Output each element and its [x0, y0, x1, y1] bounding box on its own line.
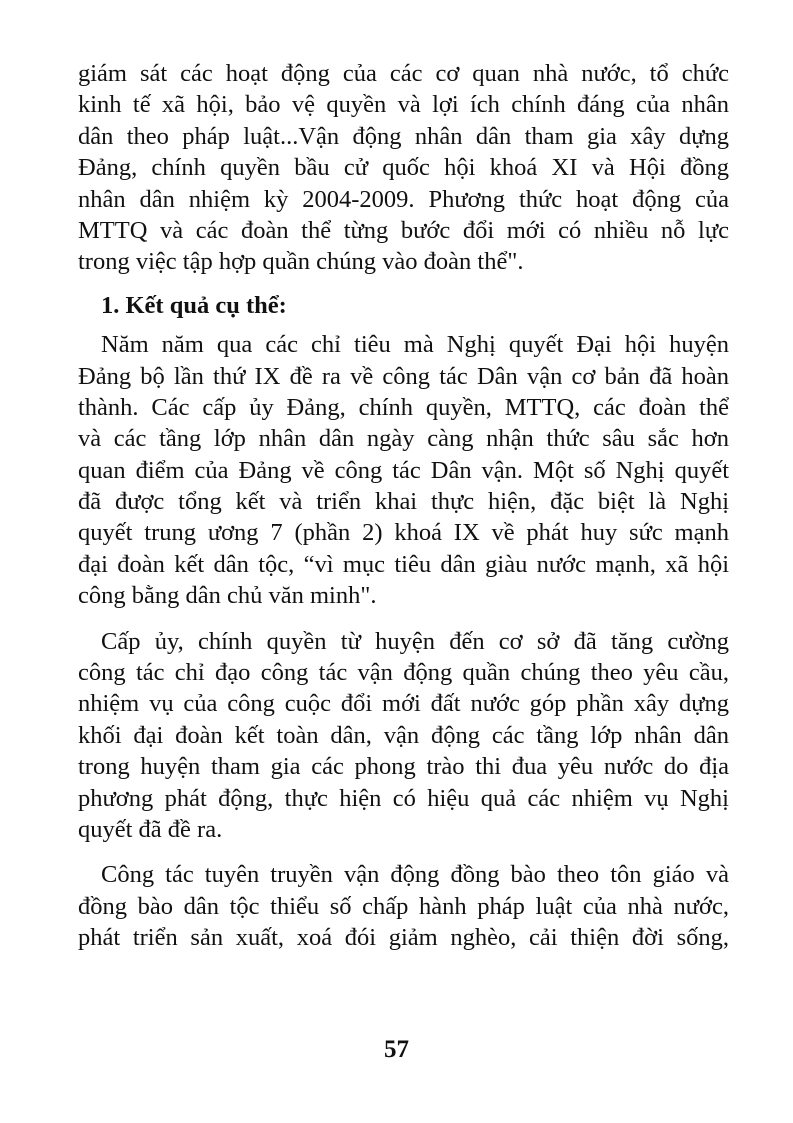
text-line: nhiệm vụ của công cuộc đổi mới đất nước góp phần xây dựng	[78, 690, 729, 718]
paragraph-leadership	[78, 626, 729, 846]
text-line: Năm năm qua các chỉ tiêu mà Nghị quyết Đại hội huyện	[101, 331, 729, 359]
text-line: giám sát các hoạt động của các cơ quan nhà nước, tổ chức	[78, 60, 729, 87]
text-line: MTTQ và các đoàn thể từng bước đổi mới có nhiều nỗ lực	[78, 216, 729, 244]
text-line: đồng bào dân tộc thiểu số chấp hành pháp luật của nhà nước,	[78, 892, 729, 920]
page-number: 57	[384, 1036, 409, 1063]
text-line: dân theo pháp luật...Vận động nhân dân tham gia xây dựng	[78, 122, 729, 150]
page-body	[78, 58, 729, 954]
paragraph-propaganda	[78, 859, 729, 953]
text-line: đại đoàn kết dân tộc, “vì mục tiêu dân giàu nước mạnh, xã hội	[78, 550, 729, 578]
paragraph-results	[78, 329, 729, 612]
text-line: trong việc tập hợp quần chúng vào đoàn thể".	[78, 248, 524, 276]
text-line: Đảng bộ lần thứ IX đề ra về công tác Dân vận cơ bản đã hoàn	[78, 362, 729, 390]
section-heading: 1. Kết quả cụ thể:	[101, 291, 287, 319]
text-line: và các tầng lớp nhân dân ngày càng nhận thức sâu sắc hơn	[78, 425, 729, 453]
paragraph-continuation	[78, 58, 729, 278]
text-line: quan điểm của Đảng về công tác Dân vận. Một số Nghị quyết	[78, 456, 729, 484]
text-line: Cấp ủy, chính quyền từ huyện đến cơ sở đã tăng cường	[101, 627, 729, 655]
text-line: trong huyện tham gia các phong trào thi đua yêu nước do địa	[78, 753, 729, 781]
text-line: khối đại đoàn kết toàn dân, vận động các tầng lớp nhân dân	[78, 721, 729, 749]
text-line: công bằng dân chủ văn minh".	[78, 582, 377, 610]
text-line: Đảng, chính quyền bầu cử quốc hội khoá XI và Hội đồng	[78, 154, 729, 182]
text-line: Công tác tuyên truyền vận động đồng bào theo tôn giáo và	[101, 861, 729, 889]
paragraph-gap	[78, 612, 729, 626]
paragraph-gap	[78, 845, 729, 859]
text-line: quyết trung ương 7 (phần 2) khoá IX về phát huy sức mạnh	[78, 519, 729, 547]
text-line: phát triển sản xuất, xoá đói giảm nghèo, cải thiện đời sống,	[78, 924, 729, 952]
text-line: đã được tổng kết và triển khai thực hiện, đặc biệt là Nghị	[78, 488, 729, 516]
text-line: nhân dân nhiệm kỳ 2004-2009. Phương thức hoạt động của	[78, 185, 729, 213]
text-line: quyết đã đề ra.	[78, 815, 223, 843]
text-line: phương phát động, thực hiện có hiệu quả các nhiệm vụ Nghị	[78, 784, 729, 812]
text-line: kinh tế xã hội, bảo vệ quyền và lợi ích chính đáng của nhân	[78, 91, 729, 119]
text-line: thành. Các cấp ủy Đảng, chính quyền, MTTQ, các đoàn thể	[78, 393, 729, 421]
text-line: công tác chỉ đạo công tác vận động quần chúng theo yêu cầu,	[78, 659, 729, 687]
